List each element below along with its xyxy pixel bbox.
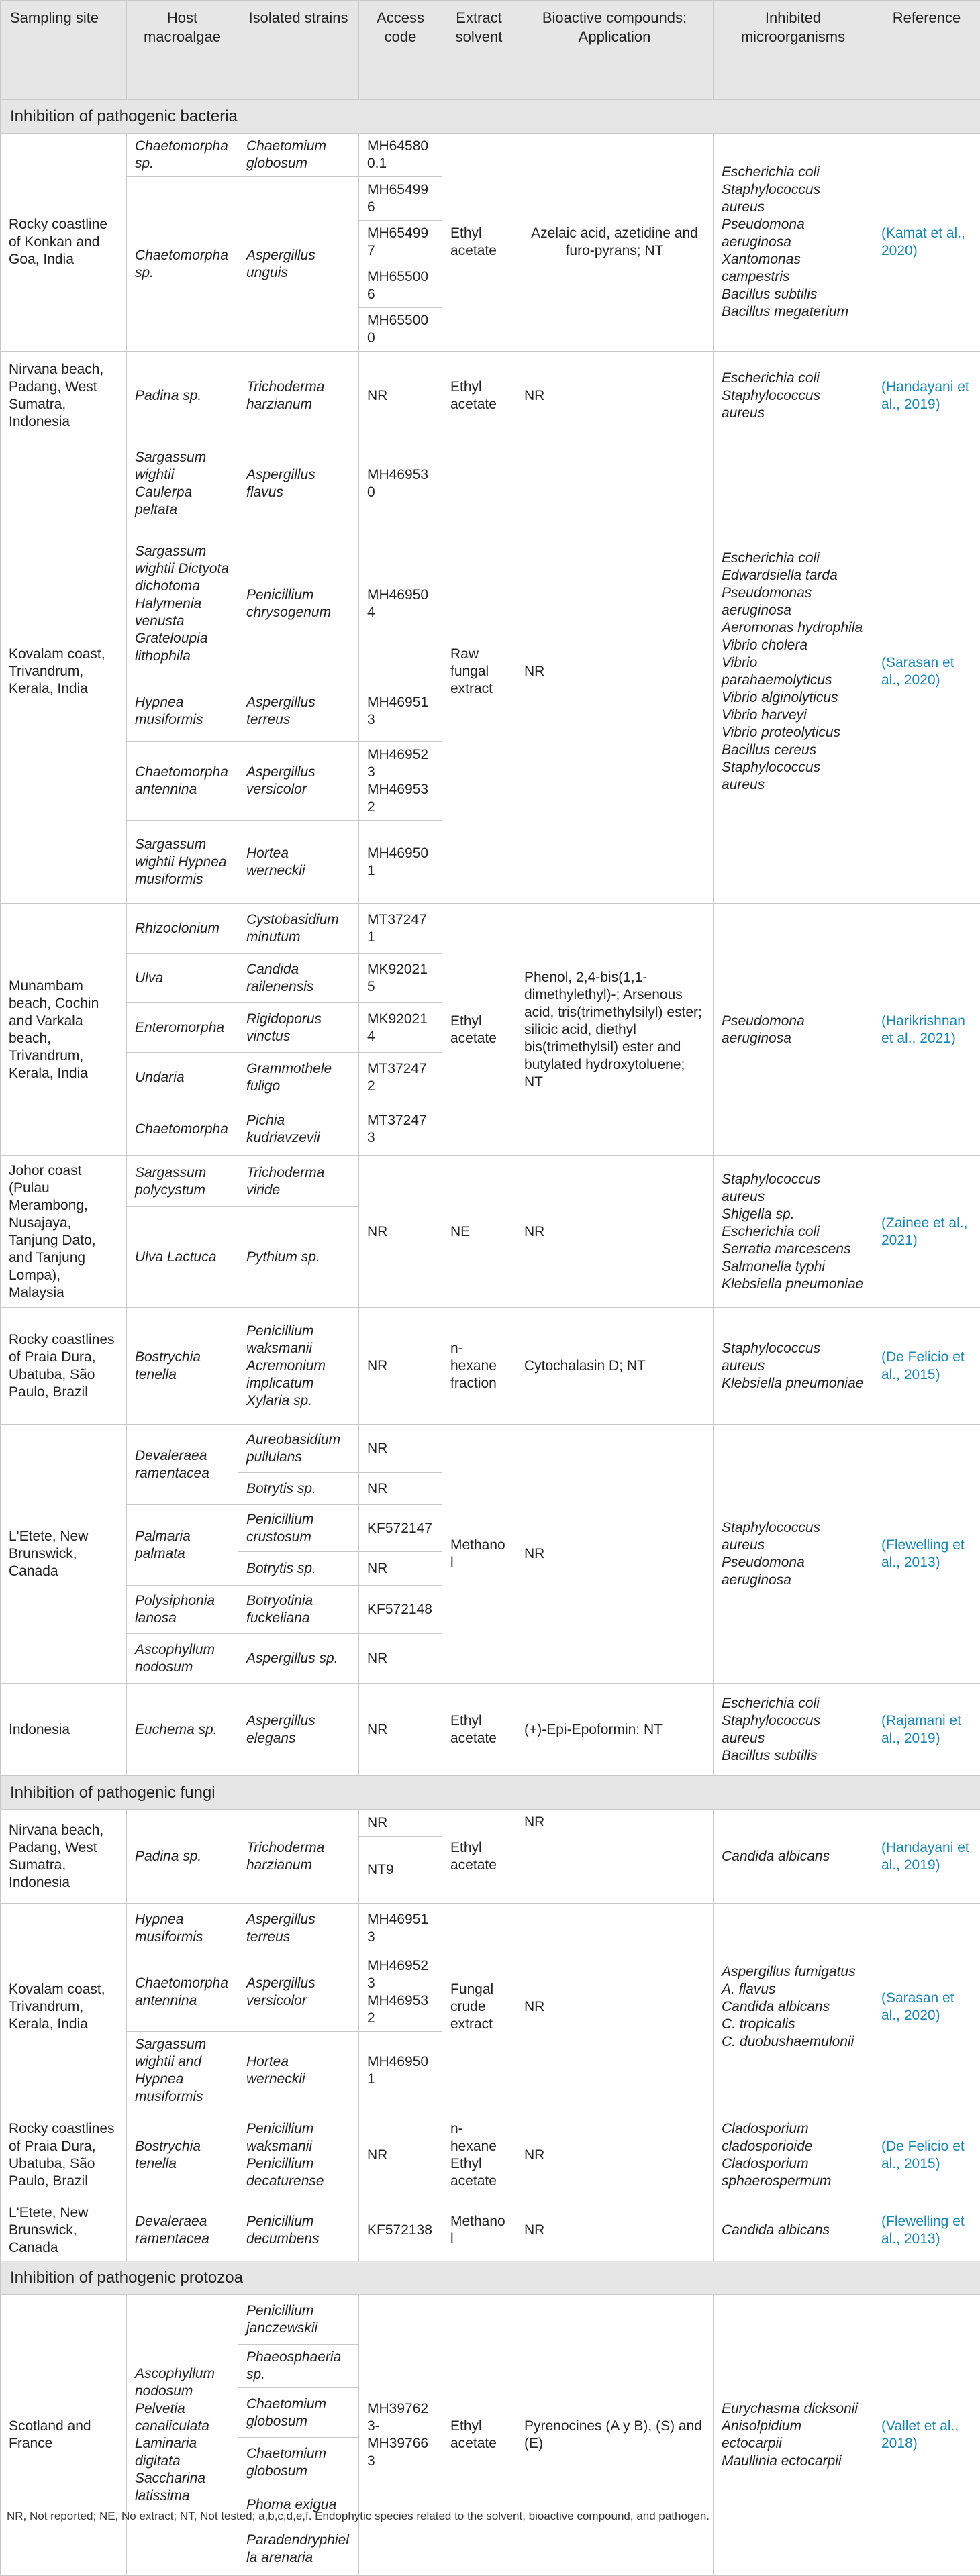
table-cell: Indonesia — [1, 1684, 127, 1776]
table-cell: Ethyl acetate — [442, 352, 516, 440]
table-cell: Kovalam coast, Trivandrum, Kerala, India — [1, 1904, 127, 2110]
table-cell: NR — [359, 1684, 442, 1776]
table-cell: Bostrychia tenella — [127, 1308, 238, 1425]
table-cell: NR — [359, 352, 442, 440]
reference-link[interactable]: (Handayani et al., 2019) — [873, 1810, 980, 1904]
reference-link[interactable]: (Sarasan et al., 2020) — [873, 1904, 980, 2110]
table-cell: Ethyl acetate — [442, 1810, 516, 1904]
list-item: n-hexane — [450, 2120, 507, 2155]
table-cell: NE — [442, 1156, 516, 1308]
table-cell: Hortea werneckii — [238, 821, 359, 904]
table-cell — [714, 352, 873, 440]
table-cell: Aspergillus terreus — [238, 1904, 359, 1953]
table-cell: (+)-Epi-Epoformin: NT — [516, 1684, 714, 1776]
table-cell: KF572148 — [359, 1586, 442, 1634]
table-cell: Kovalam coast, Trivandrum, Kerala, India — [1, 440, 127, 904]
table-cell: MH469504 — [359, 527, 442, 680]
table-cell — [714, 2295, 873, 2576]
table-cell: MH469523 MH469532 — [359, 742, 442, 821]
table-cell: MK920214 — [359, 1003, 442, 1053]
table-cell: NR — [359, 1425, 442, 1473]
table-cell: Rocky coastlines of Praia Dura, Ubatuba, São Paulo, Brazil — [1, 1308, 127, 1425]
table-cell: Johor coast (Pulau Merambong, Nusajaya, Tanjung Dato, and Tanjung Lompa), Malaysia — [1, 1156, 127, 1308]
table-cell: Chaetomium globosum — [238, 134, 359, 177]
list-item: Staphylococcus aureus — [722, 1171, 865, 1206]
table-cell: NR — [516, 1810, 714, 1904]
list-item: Staphylococcus aureus — [722, 759, 865, 794]
table-cell: Devaleraea ramentacea — [127, 1425, 238, 1505]
section-fungi: Inhibition of pathogenic fungi — [1, 1776, 980, 1810]
table-cell: Aspergillus flavus — [238, 440, 359, 527]
table-cell: KF572138 — [359, 2200, 442, 2261]
list-item: Aspergillus fumigatus — [722, 1963, 865, 1981]
table-cell: Enteromorpha — [127, 1003, 238, 1053]
col-host: Host macroalgae — [127, 1, 238, 100]
table-cell: Penicillium decumbens — [238, 2200, 359, 2261]
table-cell: Sargassum wightii Dictyota dichotoma Halymenia venusta Grateloupia lithophila — [127, 527, 238, 680]
table-cell: Nirvana beach, Padang, West Sumatra, Indonesia — [1, 1810, 127, 1904]
table-cell: NR — [516, 1156, 714, 1308]
table-cell: KF572147 — [359, 1505, 442, 1552]
list-item: Bacillus cereus — [722, 741, 865, 759]
list-item: Salmonella typhi — [722, 1258, 865, 1276]
table-cell — [238, 2110, 359, 2200]
reference-link[interactable]: (Harikrishnan et al., 2021) — [873, 904, 980, 1156]
table-cell: Ulva — [127, 954, 238, 1003]
table-cell: Ethyl acetate — [442, 134, 516, 352]
table-cell: NR — [516, 440, 714, 904]
table-cell: Rigidoporus vinctus — [238, 1003, 359, 1053]
list-item: Xylaria sp. — [246, 1392, 350, 1410]
list-item: C. tropicalis — [722, 2016, 865, 2033]
table-cell: NR — [516, 1425, 714, 1684]
table-cell: Botrytis sp. — [238, 1552, 359, 1586]
list-item: Candida albicans — [722, 1998, 865, 2016]
list-item: Eurychasma dicksonii — [722, 2400, 865, 2418]
table-cell: Hortea werneckii — [238, 2032, 359, 2110]
table-cell: MH654996 — [359, 177, 442, 221]
table-cell: Chaetomorpha sp. — [127, 177, 238, 352]
list-item: Staphylococcus aureus — [722, 181, 865, 216]
table-cell: Penicillium chrysogenum — [238, 527, 359, 680]
list-item: Vibrio proteolyticus — [722, 724, 865, 741]
table-cell: Chaetomorpha antennina — [127, 742, 238, 821]
table-cell: NR — [516, 1904, 714, 2110]
table-cell: Fungal crude extract — [442, 1904, 516, 2110]
table-cell: Grammothele fuligo — [238, 1053, 359, 1102]
table-cell: Palmaria palmata — [127, 1505, 238, 1586]
col-compounds: Bioactive compounds: Application — [516, 1, 714, 100]
table-cell: Aspergillus elegans — [238, 1684, 359, 1776]
table-cell: Phenol, 2,4-bis(1,1-dimethylethyl)-; Arsenous acid, tris(trimethylsilyl) ester; silicic acid, diethyl bis(trimethylsil) ester and butylated hydroxytoluene; NT — [516, 904, 714, 1156]
table-cell: NR — [359, 2110, 442, 2200]
table-cell: Phaeosphaeria sp. — [238, 2345, 359, 2388]
col-reference: Reference — [873, 1, 980, 100]
table-cell: Ethyl acetate — [442, 904, 516, 1156]
table-cell — [714, 2110, 873, 2200]
table-cell — [714, 1684, 873, 1776]
reference-link[interactable]: (Rajamani et al., 2019) — [873, 1684, 980, 1776]
list-item: Penicillium waksmanii — [246, 1323, 350, 1357]
table-cell — [714, 1308, 873, 1425]
table-cell: Hypnea musiformis — [127, 1904, 238, 1953]
list-item: Penicillium waksmanii — [246, 2120, 350, 2155]
table-cell — [714, 1425, 873, 1684]
table-cell: MH469523 MH469532 — [359, 1953, 442, 2032]
list-item: Ethyl acetate — [450, 2155, 507, 2190]
table-cell: NR — [359, 1552, 442, 1586]
table-cell: Ascophyllum nodosum Pelvetia canaliculata Laminaria digitata Saccharina latissima — [127, 2295, 238, 2576]
reference-link[interactable]: (Flewelling et al., 2013) — [873, 1425, 980, 1684]
table-cell: L'Etete, New Brunswick, Canada — [1, 2200, 127, 2261]
table-cell: Cystobasidium minutum — [238, 904, 359, 954]
list-item: Staphylococcus aureus — [722, 387, 865, 422]
list-item: Vibrio harveyi — [722, 707, 865, 724]
list-item: Escherichia coli — [722, 164, 865, 181]
table-cell: Aspergillus terreus — [238, 680, 359, 742]
table-cell: Pyrenocines (A y B), (S) and (E) — [516, 2295, 714, 2576]
reference-link[interactable]: (Sarasan et al., 2020) — [873, 440, 980, 904]
list-item: Pseudomona aeruginosa — [722, 216, 865, 251]
list-item: Staphylococcus aureus — [722, 1340, 865, 1375]
table-cell — [714, 134, 873, 352]
list-item: Pseudomonas aeruginosa — [722, 584, 865, 619]
table-cell — [442, 2110, 516, 2200]
list-item: Bacillus megaterium — [722, 303, 865, 321]
table-cell: Azelaic acid, azetidine and furo-pyrans; NT — [516, 134, 714, 352]
table-cell: NR — [359, 1634, 442, 1684]
list-item: Staphylococcus aureus — [722, 1712, 865, 1747]
table-cell: Pythium sp. — [238, 1207, 359, 1308]
table-cell: MH655006 — [359, 264, 442, 308]
table-cell: NR — [359, 1156, 442, 1308]
list-item: Maullinia ectocarpii — [722, 2453, 865, 2470]
header-row — [1, 1, 980, 100]
table-cell: Padina sp. — [127, 1810, 238, 1904]
list-item: Aeromonas hydrophila — [722, 619, 865, 637]
table-cell: Chaetomium globosum — [238, 2388, 359, 2438]
list-item: Klebsiella pneumoniae — [722, 1375, 865, 1392]
table-cell: Undaria — [127, 1053, 238, 1102]
table-cell: Pichia kudriavzevii — [238, 1102, 359, 1156]
table-cell: Rocky coastline of Konkan and Goa, India — [1, 134, 127, 352]
col-microorganisms: Inhibited microorganisms — [714, 1, 873, 100]
table-cell: Raw fungal extract — [442, 440, 516, 904]
table-cell: Ascophyllum nodosum — [127, 1634, 238, 1684]
table-cell: MH397623- MH397663 — [359, 2295, 442, 2576]
list-item: Staphylococcus aureus — [722, 1519, 865, 1554]
table-cell: Aureobasidium pullulans — [238, 1425, 359, 1473]
section-bacteria: Inhibition of pathogenic bacteria — [1, 100, 980, 134]
list-item: Escherichia coli — [722, 1223, 865, 1241]
list-item: Edwardsiella tarda — [722, 567, 865, 584]
table-cell: MT372472 — [359, 1053, 442, 1102]
table-cell: Sargassum wightii Hypnea musiformis — [127, 821, 238, 904]
table-cell — [714, 1904, 873, 2110]
table-cell: Chaetomorpha sp. — [127, 134, 238, 177]
table-cell: Devaleraea ramentacea — [127, 2200, 238, 2261]
table-cell: NR — [359, 1473, 442, 1505]
table-cell: Sargassum wightii and Hypnea musiformis — [127, 2032, 238, 2110]
list-item: A. flavus — [722, 1981, 865, 1998]
reference-link[interactable]: (Handayani et al., 2019) — [873, 352, 980, 440]
list-item: Bacillus subtilis — [722, 1747, 865, 1765]
table-cell: Chaetomium globosum — [238, 2438, 359, 2487]
table-cell: Scotland and France — [1, 2295, 127, 2576]
table-cell: MH654997 — [359, 221, 442, 264]
list-item: Shigella sp. — [722, 1206, 865, 1223]
table-cell: Pseudomona aeruginosa — [714, 904, 873, 1156]
list-item: Cladosporium cladosporioide — [722, 2120, 865, 2155]
table-cell: Penicillium janczewskii — [238, 2295, 359, 2345]
list-item: Acremonium implicatum — [246, 1357, 350, 1392]
table-cell: Hypnea musiformis — [127, 680, 238, 742]
table-cell: MH469513 — [359, 1904, 442, 1953]
table-cell: Trichoderma harzianum — [238, 352, 359, 440]
list-item: Escherichia coli — [722, 550, 865, 567]
table-cell: Polysiphonia lanosa — [127, 1586, 238, 1634]
col-access: Access code — [359, 1, 442, 100]
table-cell: Euchema sp. — [127, 1684, 238, 1776]
table-cell: MH645800.1 — [359, 134, 442, 177]
table-cell: Sargassum polycystum — [127, 1156, 238, 1207]
table-cell: MH469501 — [359, 821, 442, 904]
list-item: Vibrio alginolyticus — [722, 689, 865, 707]
table-cell: n-hexane fraction — [442, 1308, 516, 1425]
table-cell: NR — [516, 2200, 714, 2261]
table-cell: NR — [359, 1810, 442, 1837]
table-cell: Aspergillus unguis — [238, 177, 359, 352]
list-item: Cladosporium sphaerospermum — [722, 2155, 865, 2190]
reference-link[interactable]: (Zainee et al., 2021) — [873, 1156, 980, 1308]
table-cell — [714, 440, 873, 904]
table-cell: Rhizoclonium — [127, 904, 238, 954]
table-cell: Bostrychia tenella — [127, 2110, 238, 2200]
list-item: Anisolpidium ectocarpii — [722, 2418, 865, 2453]
table-cell: Padina sp. — [127, 352, 238, 440]
table-cell: Botrytis sp. — [238, 1473, 359, 1505]
list-item: Vibrio parahaemolyticus — [722, 654, 865, 689]
table-cell: Rocky coastlines of Praia Dura, Ubatuba, São Paulo, Brazil — [1, 2110, 127, 2200]
table-cell: Candida albicans — [714, 2200, 873, 2261]
table-cell: Paradendryphiella arenaria — [238, 2522, 359, 2576]
table-cell: Ulva Lactuca — [127, 1207, 238, 1308]
table-cell: NR — [516, 2110, 714, 2200]
table-cell: Ethyl acetate — [442, 1684, 516, 1776]
table-cell: MK920215 — [359, 954, 442, 1003]
reference-link[interactable]: (De Felicio et al., 2015) — [873, 2110, 980, 2200]
table-cell: Methanol — [442, 2200, 516, 2261]
table-cell: MH469530 — [359, 440, 442, 527]
reference-link[interactable]: (Kamat et al., 2020) — [873, 134, 980, 352]
list-item: Xantomonas campestris — [722, 251, 865, 286]
footnote: NR, Not reported; NE, No extract; NT, Not tested; a,b,c,d,e,f. Endophytic species related to the solvent, bioactive compound, and pathogen. — [7, 2510, 709, 2523]
table-cell: Methanol — [442, 1425, 516, 1684]
table-cell: Aspergillus sp. — [238, 1634, 359, 1684]
table-cell: Penicillium crustosum — [238, 1505, 359, 1552]
table-cell — [714, 1156, 873, 1308]
list-item: Escherichia coli — [722, 370, 865, 387]
table-cell: Botryotinia fuckeliana — [238, 1586, 359, 1634]
col-strains: Isolated strains — [238, 1, 359, 100]
list-item: Escherichia coli — [722, 1695, 865, 1712]
table-cell: Candida albicans — [714, 1810, 873, 1904]
table-cell: MT372473 — [359, 1102, 442, 1156]
list-item: Vibrio cholera — [722, 637, 865, 654]
table-cell: Trichoderma viride — [238, 1156, 359, 1207]
table-cell: Aspergillus versicolor — [238, 742, 359, 821]
table-cell: NR — [359, 1308, 442, 1425]
list-item: Penicillium decaturense — [246, 2155, 350, 2190]
table-cell: MT372471 — [359, 904, 442, 954]
table-cell: MH655000 — [359, 308, 442, 352]
table-cell: Trichoderma harzianum — [238, 1810, 359, 1904]
table-cell: Candida railenensis — [238, 954, 359, 1003]
list-item: Serratia marcescens — [722, 1241, 865, 1258]
reference-link[interactable]: (De Felicio et al., 2015) — [873, 1308, 980, 1425]
table-cell: MH469513 — [359, 680, 442, 742]
table-cell: L'Etete, New Brunswick, Canada — [1, 1425, 127, 1684]
col-solvent: Extract solvent — [442, 1, 516, 100]
list-item: Bacillus subtilis — [722, 286, 865, 303]
table-cell: Cytochalasin D; NT — [516, 1308, 714, 1425]
table-cell: Chaetomorpha antennina — [127, 1953, 238, 2032]
reference-link[interactable]: (Flewelling et al., 2013) — [873, 2200, 980, 2261]
list-item: Pseudomona aeruginosa — [722, 1554, 865, 1589]
table-cell: Ethyl acetate — [442, 2295, 516, 2576]
table-cell: Phoma exigua — [238, 2487, 359, 2522]
reference-link[interactable]: (Vallet et al., 2018) — [873, 2295, 980, 2576]
list-item: Klebsiella pneumoniae — [722, 1276, 865, 1293]
table-cell: NR — [516, 352, 714, 440]
col-sampling-site: Sampling site — [1, 1, 127, 100]
table-cell: Aspergillus versicolor — [238, 1953, 359, 2032]
list-item: C. duobushaemulonii — [722, 2033, 865, 2051]
table-cell: Chaetomorpha — [127, 1102, 238, 1156]
table-cell: NT9 — [359, 1837, 442, 1904]
table-cell: Sargassum wightii Caulerpa peltata — [127, 440, 238, 527]
table-cell: Nirvana beach, Padang, West Sumatra, Indonesia — [1, 352, 127, 440]
table-cell: MH469501 — [359, 2032, 442, 2110]
table-cell — [238, 1308, 359, 1425]
section-protozoa: Inhibition of pathogenic protozoa — [1, 2261, 980, 2295]
table-cell: Munambam beach, Cochin and Varkala beach, Trivandrum, Kerala, India — [1, 904, 127, 1156]
